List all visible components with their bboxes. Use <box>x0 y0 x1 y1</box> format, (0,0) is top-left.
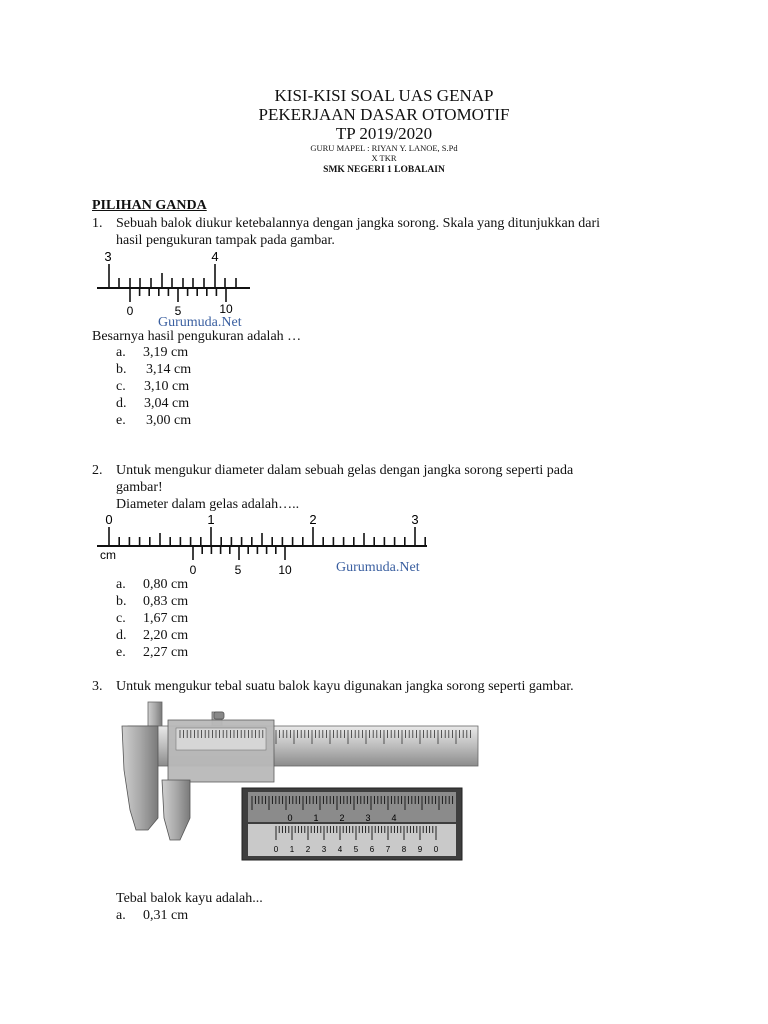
q1-option-c-letter: c. <box>116 379 126 394</box>
inset-vernier-label: 4 <box>337 845 343 854</box>
q2-text-line-2: gambar! <box>116 480 163 495</box>
q1-option-b[interactable] <box>116 361 191 378</box>
q2-main-label-0: 0 <box>105 512 113 527</box>
q1-number: 1. <box>92 216 103 231</box>
q1-main-label-4: 4 <box>211 249 219 264</box>
inset-main-label-3: 3 <box>365 813 371 823</box>
q3-option-a-letter: a. <box>116 908 126 923</box>
inset-vernier-label: 2 <box>305 845 311 854</box>
q1-watermark: Gurumuda.Net <box>158 315 242 330</box>
q1-option-a-letter: a. <box>116 345 126 360</box>
inset-vernier-label: 3 <box>321 845 327 854</box>
q1-main-label-3: 3 <box>104 249 112 264</box>
q1-option-d[interactable] <box>116 395 189 412</box>
title-line-1: KISI-KISI SOAL UAS GENAP <box>274 86 494 105</box>
q1-option-c-text: 3,10 cm <box>144 379 190 394</box>
q2-watermark: Gurumuda.Net <box>336 560 420 575</box>
q2-option-a-text: 0,80 cm <box>143 577 189 592</box>
q2-option-d-letter: d. <box>116 628 127 643</box>
q2-unit-label: cm <box>100 548 116 562</box>
inset-main-label-4: 4 <box>391 813 397 823</box>
inset-main-label-2: 2 <box>339 813 345 823</box>
q2-option-c-text: 1,67 cm <box>143 611 189 626</box>
q1-option-a[interactable] <box>116 344 188 361</box>
q1-option-e[interactable] <box>116 412 191 429</box>
q3-option-a[interactable] <box>116 907 188 924</box>
q1-text-line-2: hasil pengukuran tampak pada gambar. <box>116 233 335 248</box>
q2-option-d[interactable] <box>116 627 188 644</box>
q2-number: 2. <box>92 463 103 478</box>
q2-vernier-label-5: 5 <box>234 563 242 577</box>
q3-text-line-1: Untuk mengukur tebal suatu balok kayu digunakan jangka sorong seperti gambar. <box>116 679 574 694</box>
q1-option-b-letter: b. <box>116 362 127 377</box>
q1-prompt: Besarnya hasil pengukuran adalah … <box>92 329 302 344</box>
q2-main-label-3: 3 <box>411 512 419 527</box>
teacher-line: GURU MAPEL : RIYAN Y. LANOE, S.Pd <box>310 143 458 153</box>
q1-vernier-label-5: 5 <box>174 304 182 318</box>
q2-main-label-2: 2 <box>309 512 317 527</box>
inset-vernier-label: 0 <box>273 845 279 854</box>
q2-option-b-letter: b. <box>116 594 127 609</box>
class-line: X TKR <box>371 153 397 163</box>
q2-option-c-letter: c. <box>116 611 126 626</box>
q1-option-e-letter: e. <box>116 413 126 428</box>
q2-option-b[interactable] <box>116 593 188 610</box>
inset-vernier-label: 1 <box>289 845 295 854</box>
q3-option-a-text: 0,31 cm <box>143 908 189 923</box>
q1-option-c[interactable] <box>116 378 189 395</box>
q1-text-line-1: Sebuah balok diukur ketebalannya dengan jangka sorong. Skala yang ditunjukkan dari <box>116 216 601 231</box>
q2-option-e-letter: e. <box>116 645 126 660</box>
school-name: SMK NEGERI 1 LOBALAIN <box>323 165 445 175</box>
inset-vernier-label: 5 <box>353 845 359 854</box>
caliper-image <box>118 700 480 862</box>
q2-option-c[interactable] <box>116 610 188 627</box>
inset-vernier-label: 9 <box>417 845 423 854</box>
inset-main-label-0: 0 <box>287 813 293 823</box>
q2-vernier-label-10: 10 <box>278 563 292 577</box>
inset-vernier-label: 0 <box>433 845 439 854</box>
q1-vernier-label-10: 10 <box>219 302 233 316</box>
q1-option-d-letter: d. <box>116 396 127 411</box>
q2-option-d-text: 2,20 cm <box>143 628 189 643</box>
q3-number: 3. <box>92 679 103 694</box>
q1-option-d-text: 3,04 cm <box>144 396 190 411</box>
document-header <box>0 86 768 176</box>
q2-option-b-text: 0,83 cm <box>143 594 189 609</box>
q3-prompt: Tebal balok kayu adalah... <box>116 891 263 906</box>
q1-vernier-label-0: 0 <box>126 304 134 318</box>
q2-option-e-text: 2,27 cm <box>143 645 189 660</box>
q2-option-a-letter: a. <box>116 577 126 592</box>
title-line-3: TP 2019/2020 <box>335 124 433 143</box>
q2-main-label-1: 1 <box>207 512 215 527</box>
inset-vernier-label: 8 <box>401 845 407 854</box>
section-title: PILIHAN GANDA <box>92 198 207 213</box>
q1-option-b-text: 3,14 cm <box>146 362 192 377</box>
q2-option-e[interactable] <box>116 644 188 661</box>
q1-option-a-text: 3,19 cm <box>143 345 189 360</box>
inset-vernier-label: 7 <box>385 845 391 854</box>
q1-option-e-text: 3,00 cm <box>146 413 192 428</box>
title-line-2: PEKERJAAN DASAR OTOMOTIF <box>258 105 510 124</box>
inset-main-label-1: 1 <box>313 813 319 823</box>
q2-subprompt: Diameter dalam gelas adalah….. <box>116 497 300 512</box>
inset-vernier-label: 6 <box>369 845 375 854</box>
q2-text-line-1: Untuk mengukur diameter dalam sebuah gelas dengan jangka sorong seperti pada <box>116 463 574 478</box>
q2-option-a[interactable] <box>116 576 188 593</box>
q2-vernier-label-0: 0 <box>189 563 197 577</box>
